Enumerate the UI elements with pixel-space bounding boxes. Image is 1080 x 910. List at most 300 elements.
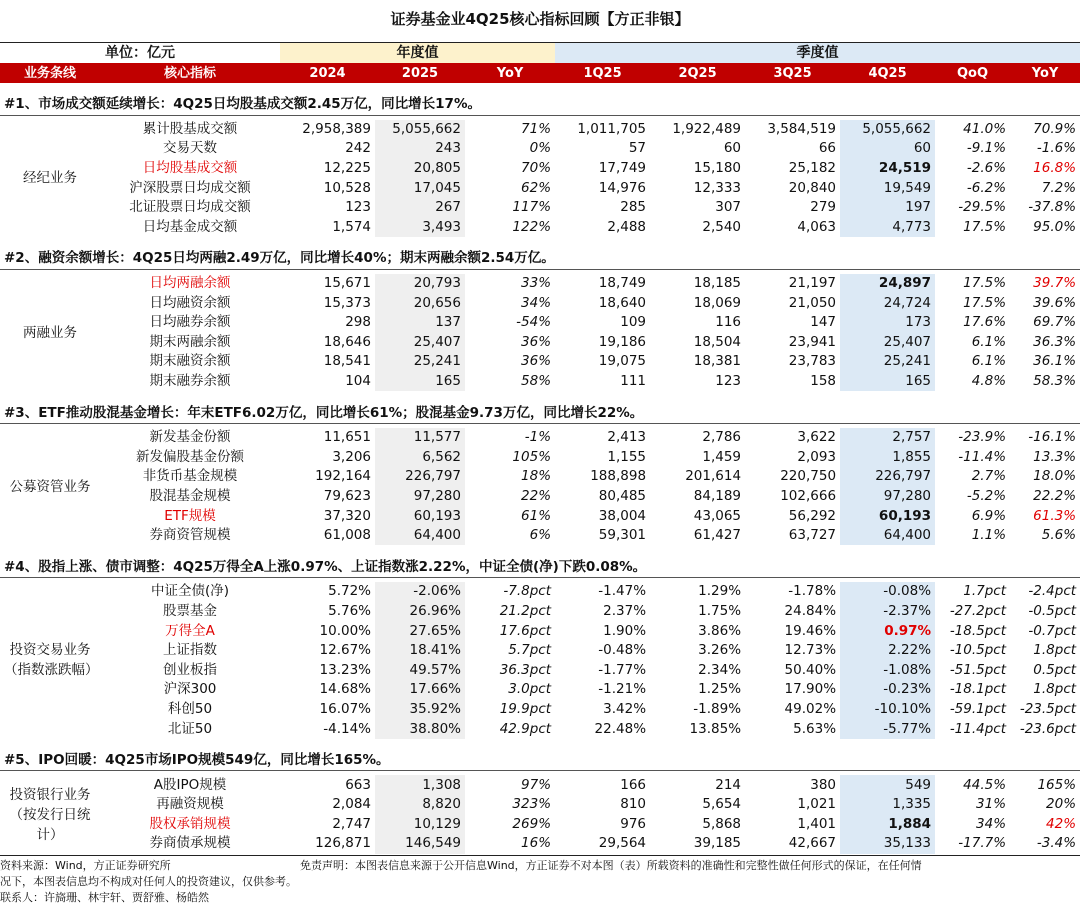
annual-yoy: 21.2pct — [499, 602, 552, 619]
table-row — [0, 719, 1080, 739]
value-2025: 60,193 — [375, 506, 465, 526]
value-1q25: 22.48% — [594, 720, 647, 737]
value-3q25: 4,063 — [797, 218, 837, 235]
value-2025: 226,797 — [375, 467, 465, 487]
value-4q25: 0.97% — [840, 621, 935, 641]
value-2q25: 201,614 — [685, 468, 742, 485]
quarter-qoq: -2.6% — [966, 160, 1007, 177]
quarter-yoy: 70.9% — [1033, 120, 1077, 137]
quarter-yoy: -0.5pct — [1028, 602, 1077, 619]
table-row — [0, 372, 1080, 392]
value-2q25: 116 — [715, 314, 742, 331]
quarter-qoq: 17.5% — [963, 275, 1007, 292]
indicator-name: A股IPO规模 — [153, 776, 227, 793]
value-3q25: 158 — [810, 373, 837, 390]
indicator-name: 万得全A — [165, 622, 215, 639]
value-1q25: 14,976 — [598, 179, 647, 196]
quarter-yoy: 61.3% — [1033, 507, 1077, 524]
value-2024: 126,871 — [315, 835, 371, 852]
value-3q25: 147 — [810, 314, 837, 331]
indicator-name: 日均融资余额 — [149, 294, 231, 311]
quarter-yoy: 5.6% — [1041, 527, 1077, 544]
table-row — [0, 506, 1080, 526]
table-row — [0, 641, 1080, 661]
table-row — [0, 313, 1080, 333]
indicator-name: 股混基金规模 — [149, 487, 231, 504]
value-4q25: 2.22% — [840, 641, 935, 661]
value-2024: 61,008 — [323, 527, 371, 544]
indicator-name: 股票基金 — [163, 602, 217, 619]
indicator-name: 北证50 — [167, 720, 213, 737]
value-4q25: -10.10% — [840, 700, 935, 720]
quarter-qoq: 34% — [976, 815, 1007, 832]
quarter-qoq: 6.9% — [971, 507, 1007, 524]
value-4q25: 226,797 — [840, 467, 935, 487]
quarter-qoq: 17.5% — [963, 294, 1007, 311]
quarter-qoq: -18.5pct — [949, 622, 1007, 639]
value-2q25: 84,189 — [693, 487, 742, 504]
value-3q25: 50.40% — [784, 661, 837, 678]
value-3q25: 21,050 — [788, 294, 837, 311]
value-2q25: 18,185 — [693, 275, 742, 292]
value-2025: 20,656 — [375, 293, 465, 313]
indicator-name: 期末融券余额 — [149, 373, 231, 390]
indicator-name: 累计股基成交额 — [142, 120, 238, 137]
annual-yoy: 17.6pct — [499, 622, 552, 639]
value-3q25: 380 — [810, 776, 837, 793]
page-title: 证券基金业4Q25核心指标回顾【方正非银】 — [390, 10, 690, 28]
table-row — [0, 428, 1080, 448]
quarter-qoq: 31% — [976, 796, 1007, 813]
value-2025: 97,280 — [375, 487, 465, 507]
annual-yoy: 323% — [512, 796, 552, 813]
value-3q25: -1.78% — [788, 583, 837, 600]
table-row — [0, 660, 1080, 680]
quarter-yoy: -37.8% — [1028, 199, 1077, 216]
quarter-qoq: 1.7pct — [963, 583, 1007, 600]
column-header: 2025 — [375, 63, 465, 83]
quarter-yoy: 39.7% — [1033, 275, 1077, 292]
indicator-name: 新发偏股基金份额 — [136, 448, 244, 465]
value-4q25: 5,055,662 — [840, 120, 935, 140]
value-1q25: 38,004 — [598, 507, 647, 524]
value-3q25: 102,666 — [780, 487, 837, 504]
column-header: 核心指标 — [100, 63, 280, 83]
value-2024: 15,373 — [323, 294, 371, 311]
indicator-name: 沪深300 — [163, 681, 217, 698]
annual-yoy: 18% — [521, 468, 552, 485]
column-header: 业务条线 — [0, 63, 100, 83]
value-1q25: 810 — [620, 796, 647, 813]
value-2q25: 1,459 — [702, 448, 742, 465]
section-heading-row — [0, 403, 1080, 423]
annual-yoy: 36.3pct — [499, 661, 552, 678]
indicator-name: 券商债承规模 — [149, 835, 231, 852]
value-4q25: 25,407 — [840, 333, 935, 353]
contacts: 联系人：许旖珊、林宇轩、贾舒雅、杨皓然 — [0, 891, 209, 904]
value-2q25: 2.34% — [698, 661, 742, 678]
quarter-yoy: 7.2% — [1041, 179, 1077, 196]
value-2q25: 1,922,489 — [672, 120, 742, 137]
value-3q25: 1,401 — [797, 815, 837, 832]
value-2025: 3,493 — [375, 218, 465, 238]
business-line: 公募资管业务 — [9, 478, 91, 495]
table-row — [0, 621, 1080, 641]
value-2025: 18.41% — [375, 641, 465, 661]
quarter-qoq: -17.7% — [958, 835, 1007, 852]
annual-yoy: 34% — [521, 294, 552, 311]
unit-label: 单位：亿元 — [0, 43, 280, 64]
quarter-yoy: -3.4% — [1036, 835, 1077, 852]
value-2025: 137 — [375, 313, 465, 333]
value-2025: 243 — [375, 139, 465, 159]
table-row — [0, 602, 1080, 622]
quarter-yoy: 36.1% — [1033, 353, 1077, 370]
value-3q25: 21,197 — [788, 275, 837, 292]
table-row — [0, 448, 1080, 468]
quarter-qoq: 17.5% — [963, 218, 1007, 235]
column-header: 2Q25 — [650, 63, 745, 83]
quarter-yoy: 36.3% — [1033, 333, 1077, 350]
quarter-yoy: 22.2% — [1033, 487, 1077, 504]
value-2024: 14.68% — [319, 681, 371, 698]
quarter-yoy: -23.5pct — [1019, 700, 1077, 717]
value-1q25: 1,011,705 — [577, 120, 647, 137]
value-1q25: 2.37% — [603, 602, 647, 619]
quarter-yoy: -0.7pct — [1028, 622, 1077, 639]
source-note: 资料来源：Wind，方正证券研究所 — [0, 859, 171, 872]
value-4q25: -1.08% — [840, 660, 935, 680]
section-heading-row — [0, 751, 1080, 771]
column-header: YoY — [1010, 63, 1080, 83]
business-line: 投资银行业务 （按发行日统 计） — [9, 786, 91, 843]
indicator-name: 非货币基金规模 — [142, 468, 238, 485]
value-2q25: 39,185 — [693, 835, 742, 852]
value-1q25: 19,186 — [598, 333, 647, 350]
table-row — [0, 218, 1080, 238]
indicator-name: 沪深股票日均成交额 — [129, 179, 251, 196]
value-2q25: 214 — [715, 776, 742, 793]
annual-yoy: 71% — [521, 120, 552, 137]
annual-yoy: 117% — [512, 199, 552, 216]
value-2024: 16.07% — [319, 700, 371, 717]
value-2024: 10,528 — [323, 179, 371, 196]
value-4q25: 19,549 — [840, 178, 935, 198]
value-2024: 5.72% — [328, 583, 371, 600]
value-2024: 12.67% — [319, 642, 371, 659]
value-4q25: -2.37% — [840, 602, 935, 622]
quarter-yoy: 18.0% — [1033, 468, 1077, 485]
indicator-name: 交易天数 — [163, 140, 217, 157]
value-3q25: 23,941 — [788, 333, 837, 350]
value-2025: 8,820 — [375, 795, 465, 815]
quarter-yoy: 95.0% — [1033, 218, 1077, 235]
value-4q25: 35,133 — [840, 834, 935, 854]
quarter-yoy: 69.7% — [1033, 314, 1077, 331]
value-2024: 5.76% — [328, 602, 371, 619]
value-3q25: 220,750 — [780, 468, 837, 485]
quarter-yoy: -16.1% — [1028, 429, 1077, 446]
quarter-qoq: 41.0% — [963, 120, 1007, 137]
annual-yoy: 5.7pct — [508, 642, 552, 659]
section-heading-row — [0, 557, 1080, 577]
value-1q25: 3.42% — [603, 700, 647, 717]
value-4q25: -0.08% — [840, 582, 935, 602]
value-3q25: 56,292 — [788, 507, 837, 524]
column-header: 3Q25 — [745, 63, 840, 83]
value-3q25: 5.63% — [793, 720, 837, 737]
quarter-yoy: 16.8% — [1033, 160, 1077, 177]
annual-yoy: -7.8pct — [503, 583, 552, 600]
value-2024: 2,084 — [332, 796, 371, 813]
quarter-qoq: 44.5% — [963, 776, 1007, 793]
value-2025: 20,805 — [375, 159, 465, 179]
value-2025: 20,793 — [375, 274, 465, 294]
table-row — [0, 159, 1080, 179]
value-2q25: 307 — [715, 199, 742, 216]
table-row — [0, 582, 1080, 602]
value-4q25: 25,241 — [840, 352, 935, 372]
value-2025: 11,577 — [375, 428, 465, 448]
annual-yoy: 58% — [521, 373, 552, 390]
value-2025: 6,562 — [375, 448, 465, 468]
column-header: YoY — [465, 63, 555, 83]
value-2q25: 3.26% — [698, 642, 742, 659]
value-3q25: 3,622 — [797, 429, 837, 446]
disclaimer-cont: 况下，本图表信息均不构成对任何人的投资建议，仅供参考。 — [0, 875, 297, 888]
value-1q25: 2,488 — [607, 218, 647, 235]
value-2025: 146,549 — [375, 834, 465, 854]
quarter-yoy: 58.3% — [1033, 373, 1077, 390]
value-2024: 298 — [345, 314, 371, 331]
annual-yoy: 0% — [529, 140, 552, 157]
value-2q25: 18,381 — [693, 353, 742, 370]
annual-yoy: 70% — [521, 160, 552, 177]
value-2024: 12,225 — [323, 160, 371, 177]
annual-yoy: 16% — [521, 835, 552, 852]
value-4q25: 24,724 — [840, 293, 935, 313]
value-2q25: 43,065 — [693, 507, 742, 524]
quarter-qoq: -51.5pct — [949, 661, 1007, 678]
value-2024: 2,747 — [332, 815, 371, 832]
quarter-yoy: -23.6pct — [1019, 720, 1077, 737]
column-header: 2024 — [280, 63, 375, 83]
value-4q25: 4,773 — [840, 218, 935, 238]
section-heading-row — [0, 95, 1080, 115]
value-2025: 27.65% — [375, 621, 465, 641]
table-row — [0, 834, 1080, 854]
table-row — [0, 274, 1080, 294]
quarter-qoq: 6.1% — [971, 353, 1007, 370]
quarter-qoq: 4.8% — [971, 373, 1007, 390]
value-3q25: 2,093 — [797, 448, 837, 465]
quarter-qoq: 1.1% — [971, 527, 1007, 544]
indicator-name: 上证指数 — [163, 642, 217, 659]
value-4q25: 60 — [840, 139, 935, 159]
value-3q25: 25,182 — [788, 160, 837, 177]
value-2024: 13.23% — [319, 661, 371, 678]
value-1q25: 80,485 — [598, 487, 647, 504]
indicator-name: 新发基金份额 — [149, 429, 231, 446]
annual-yoy: 36% — [521, 333, 552, 350]
value-2024: 242 — [345, 140, 371, 157]
value-2q25: 1.75% — [698, 602, 742, 619]
footer-divider — [0, 855, 1080, 856]
value-2025: 267 — [375, 198, 465, 218]
value-1q25: 109 — [620, 314, 647, 331]
annual-yoy: 36% — [521, 353, 552, 370]
value-1q25: 1,155 — [607, 448, 647, 465]
value-2025: 35.92% — [375, 700, 465, 720]
value-2025: 26.96% — [375, 602, 465, 622]
value-2q25: 2,540 — [702, 218, 742, 235]
quarter-yoy: 13.3% — [1033, 448, 1077, 465]
value-2025: 17.66% — [375, 680, 465, 700]
value-2024: 123 — [345, 199, 371, 216]
value-2024: 663 — [345, 776, 371, 793]
quarter-qoq: 17.6% — [963, 314, 1007, 331]
value-1q25: 17,749 — [598, 160, 647, 177]
value-3q25: 49.02% — [784, 700, 837, 717]
business-line: 两融业务 — [23, 324, 77, 341]
indicator-name: 日均基金成交额 — [142, 218, 238, 235]
value-2024: 79,623 — [323, 487, 371, 504]
annual-yoy: 42.9pct — [499, 720, 552, 737]
value-1q25: -1.47% — [598, 583, 647, 600]
table-row — [0, 178, 1080, 198]
value-2q25: 60 — [723, 140, 742, 157]
value-4q25: 1,884 — [840, 815, 935, 835]
table-row — [0, 352, 1080, 372]
annual-yoy: 33% — [521, 275, 552, 292]
column-header: 1Q25 — [555, 63, 650, 83]
value-1q25: 18,640 — [598, 294, 647, 311]
value-4q25: 97,280 — [840, 487, 935, 507]
value-2024: 104 — [345, 373, 371, 390]
table-row — [0, 333, 1080, 353]
indicator-name: 期末融资余额 — [149, 353, 231, 370]
value-4q25: -0.23% — [840, 680, 935, 700]
business-line: 经纪业务 — [23, 170, 77, 187]
value-1q25: 29,564 — [598, 835, 647, 852]
table-row — [0, 198, 1080, 218]
value-3q25: 1,021 — [797, 796, 837, 813]
footer — [0, 858, 1080, 906]
value-2025: 10,129 — [375, 815, 465, 835]
value-4q25: 1,855 — [840, 448, 935, 468]
quarter-yoy: 165% — [1037, 776, 1077, 793]
annual-yoy: -54% — [516, 314, 552, 331]
value-2025: 25,407 — [375, 333, 465, 353]
quarter-qoq: -10.5pct — [949, 642, 1007, 659]
indicator-name: 北证股票日均成交额 — [129, 199, 251, 216]
value-1q25: -1.21% — [598, 681, 647, 698]
quarter-yoy: 39.6% — [1033, 294, 1077, 311]
annual-yoy: 19.9pct — [499, 700, 552, 717]
value-2025: -2.06% — [375, 582, 465, 602]
annual-yoy: 269% — [512, 815, 552, 832]
column-header: 4Q25 — [840, 63, 935, 83]
value-2024: 18,541 — [323, 353, 371, 370]
quarter-yoy: 1.8pct — [1033, 642, 1077, 659]
value-2025: 49.57% — [375, 660, 465, 680]
value-2q25: 18,504 — [693, 333, 742, 350]
indicator-name: 期末两融余额 — [149, 333, 231, 350]
table-row — [0, 120, 1080, 140]
value-3q25: 66 — [818, 140, 837, 157]
value-2q25: 61,427 — [693, 527, 742, 544]
indicator-name: 创业板指 — [163, 661, 217, 678]
value-2q25: 3.86% — [698, 622, 742, 639]
value-3q25: 19.46% — [784, 622, 837, 639]
value-3q25: 23,783 — [788, 353, 837, 370]
annual-yoy: 22% — [521, 487, 552, 504]
table-row — [0, 526, 1080, 546]
quarter-qoq: -29.5% — [958, 199, 1007, 216]
table-row — [0, 815, 1080, 835]
section-heading: #3、ETF推动股混基金增长：年末ETF6.02万亿，同比增长61%；股混基金9.73万亿，同比增长22%。 — [4, 404, 644, 421]
quarter-qoq: -6.2% — [966, 179, 1007, 196]
header-row-1 — [0, 43, 1080, 64]
quarter-qoq: -59.1pct — [949, 700, 1007, 717]
quarterly-header: 季度值 — [555, 43, 1080, 64]
value-2024: 18,646 — [323, 333, 371, 350]
value-2q25: 5,654 — [702, 796, 742, 813]
indicator-name: 券商资管规模 — [149, 527, 231, 544]
value-4q25: 197 — [840, 198, 935, 218]
value-2q25: -1.89% — [693, 700, 742, 717]
quarter-qoq: 2.7% — [971, 468, 1007, 485]
annual-yoy: 62% — [521, 179, 552, 196]
annual-yoy: 105% — [512, 448, 552, 465]
value-4q25: 64,400 — [840, 526, 935, 546]
quarter-qoq: -5.2% — [966, 487, 1007, 504]
value-1q25: -0.48% — [598, 642, 647, 659]
table-row — [0, 139, 1080, 159]
value-2q25: 123 — [715, 373, 742, 390]
value-4q25: 2,757 — [840, 428, 935, 448]
value-4q25: 24,897 — [840, 274, 935, 294]
annual-yoy: -1% — [524, 429, 552, 446]
value-2024: 37,320 — [323, 507, 371, 524]
indicator-name: 中证全债(净) — [150, 583, 230, 600]
indicator-name: 日均股基成交额 — [142, 160, 238, 177]
value-2025: 17,045 — [375, 178, 465, 198]
value-1q25: 285 — [620, 199, 647, 216]
quarter-qoq: -18.1pct — [949, 681, 1007, 698]
column-header: QoQ — [935, 63, 1010, 83]
value-2025: 1,308 — [375, 775, 465, 795]
value-2q25: 2,786 — [702, 429, 742, 446]
annual-header: 年度值 — [280, 43, 555, 64]
indicator-name: 日均两融余额 — [149, 275, 231, 292]
quarter-qoq: -23.9% — [958, 429, 1007, 446]
value-3q25: 279 — [810, 199, 837, 216]
indicator-name: ETF规模 — [164, 507, 216, 524]
quarter-yoy: -1.6% — [1036, 140, 1077, 157]
value-3q25: 42,667 — [788, 835, 837, 852]
value-2024: 1,574 — [332, 218, 371, 235]
value-2025: 64,400 — [375, 526, 465, 546]
section-heading: #5、IPO回暖：4Q25市场IPO规模549亿，同比增长165%。 — [4, 752, 390, 769]
value-2024: 11,651 — [323, 429, 371, 446]
table-row — [0, 795, 1080, 815]
section-heading: #4、股指上涨、债市调整：4Q25万得全A上涨0.97%、上证指数涨2.22%，中证全债(净)下跌0.08%。 — [4, 558, 647, 575]
value-1q25: -1.77% — [598, 661, 647, 678]
quarter-yoy: 42% — [1046, 815, 1077, 832]
value-2q25: 13.85% — [689, 720, 742, 737]
value-2q25: 1.25% — [698, 681, 742, 698]
